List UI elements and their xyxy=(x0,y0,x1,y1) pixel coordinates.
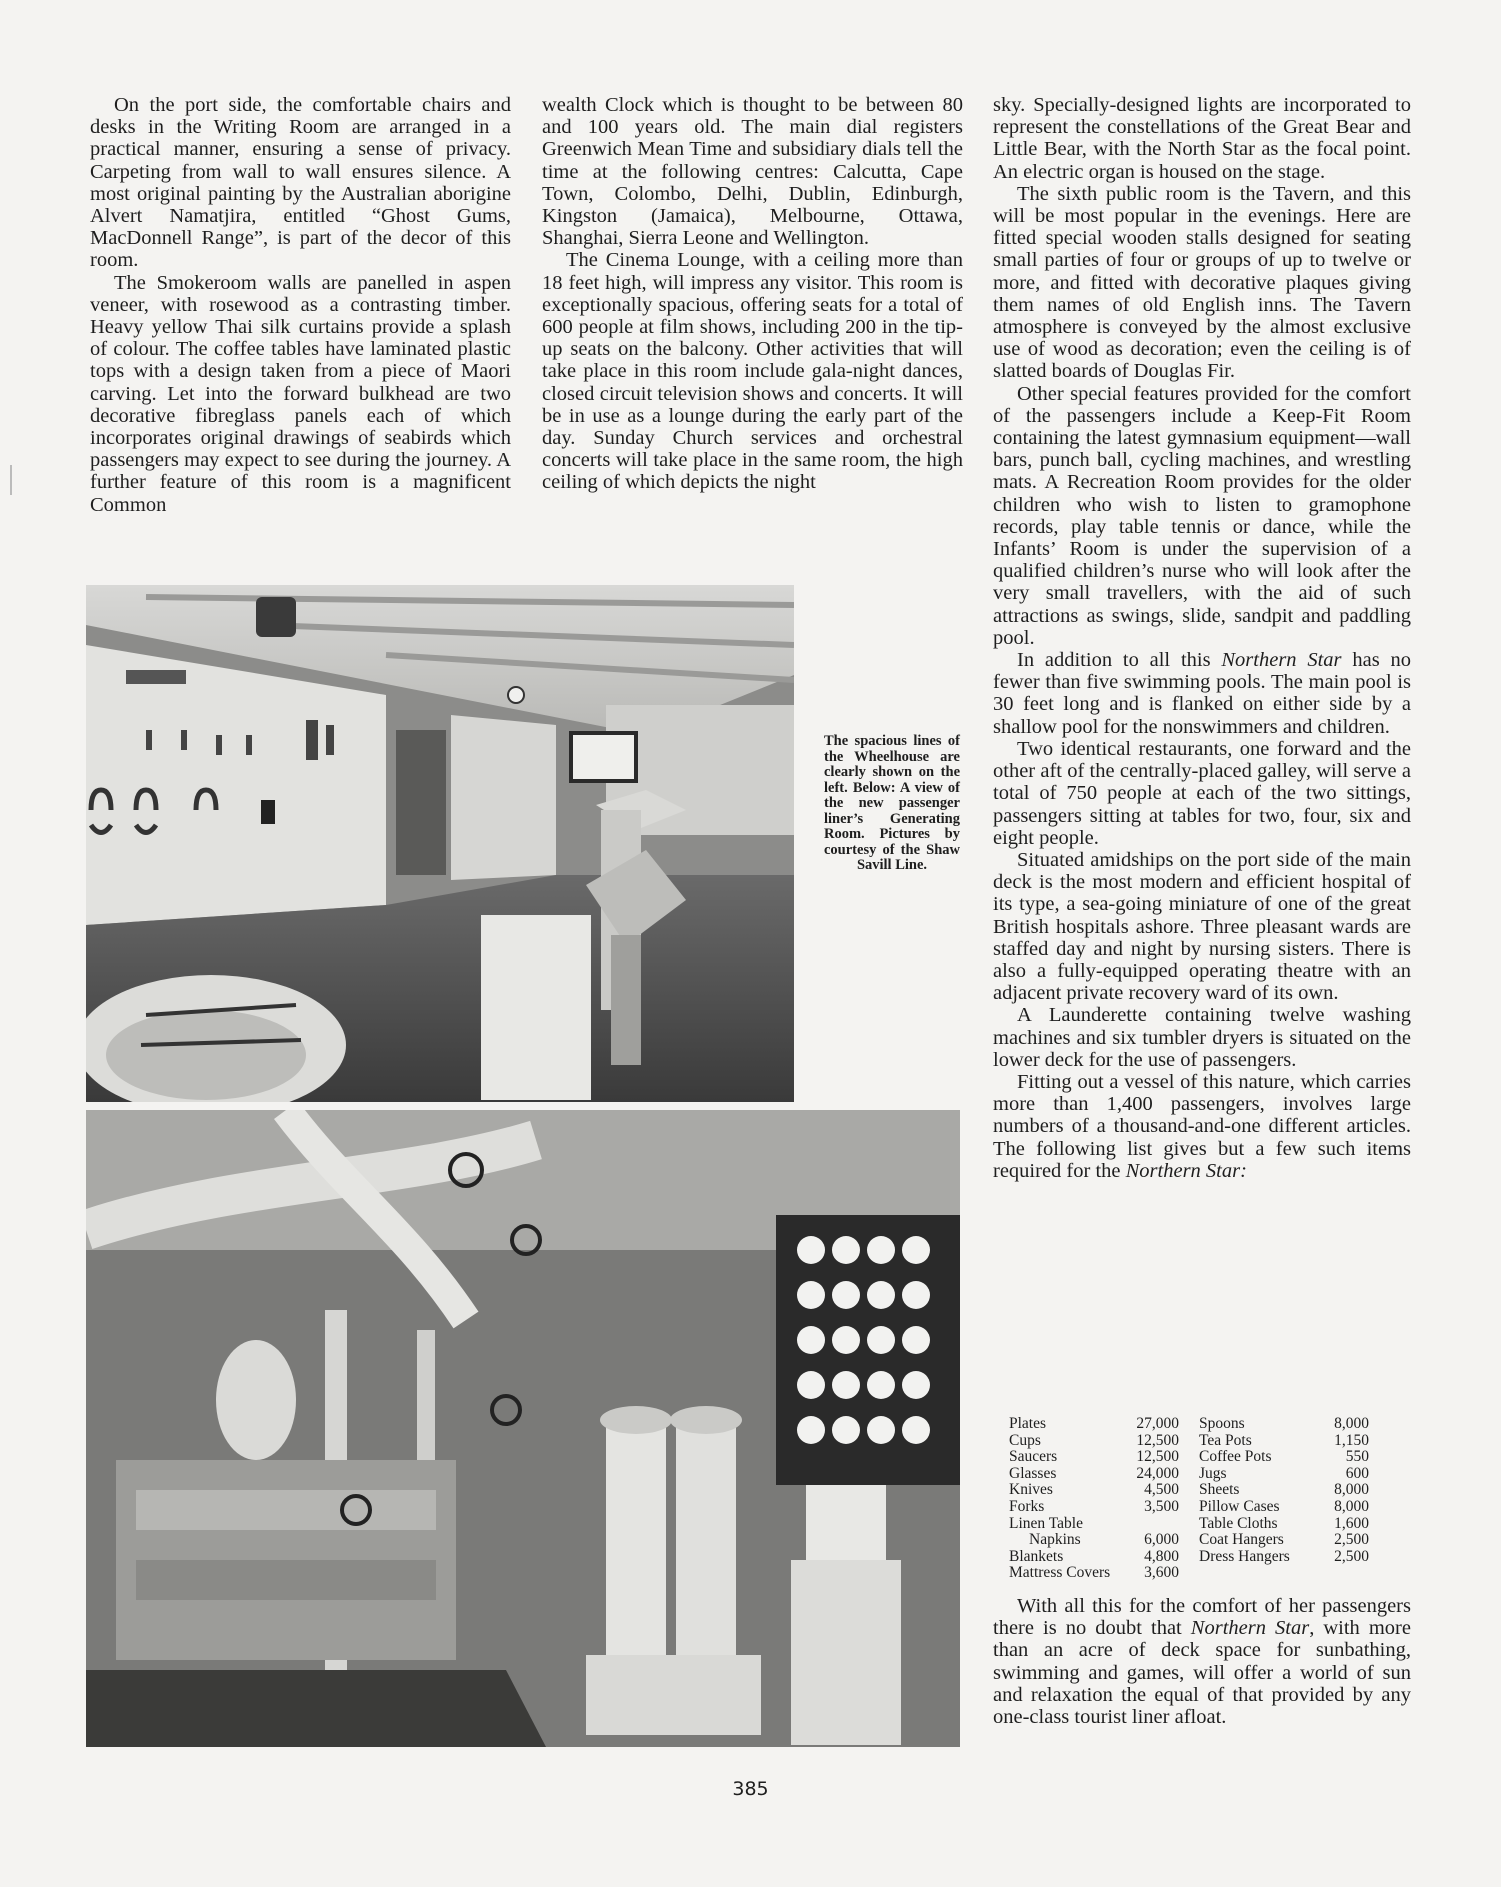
table-row xyxy=(1009,1482,1369,1499)
table-cell: 24,000 xyxy=(1136,1464,1179,1482)
paragraph xyxy=(993,649,1411,738)
table-cell xyxy=(1179,1532,1199,1549)
table-cell xyxy=(1179,1549,1199,1566)
table-cell: 1,600 xyxy=(1334,1514,1369,1532)
table-cell: 8,000 xyxy=(1334,1481,1369,1499)
table-cell xyxy=(1319,1565,1369,1582)
ship-name: Northern Star xyxy=(1221,649,1342,672)
table-cell: Glasses xyxy=(1009,1464,1057,1482)
paragraph: The Smokeroom walls are panelled in aspen veneer, with rosewood as a contrasting timber. Heavy yellow Thai silk curtains provide a splash of colour. The coffee tables have laminated plastic tops with a design taken from a piece of Maori carving. Let into the forward bulkhead are two decorative fibreglass panels each of which incorporates original drawings of seabirds which passengers may expect to see during the journey. A further feature of this room is a magnificent Common xyxy=(90,271,511,516)
table-cell xyxy=(1179,1565,1199,1582)
text-run: , with more than an acre of deck space for sunbathing, swimming and games, will offer a world of sun and relaxation the equal of that provided by any one-class tourist liner afloat. xyxy=(993,1617,1411,1729)
table-cell xyxy=(1179,1482,1199,1499)
table-cell: Forks xyxy=(1009,1497,1045,1515)
text-column-3-end xyxy=(993,1595,1411,1728)
items-table xyxy=(1009,1416,1369,1582)
ship-name: Northern Star xyxy=(1190,1617,1310,1640)
table-cell: 600 xyxy=(1345,1464,1369,1482)
table-row xyxy=(1009,1449,1369,1466)
wheelhouse-photo xyxy=(86,585,794,1102)
text-run: has no fewer than five swimming pools. The main pool is 30 feet long and is flanked on either side by a shallow pool for the nonswimmers and children. xyxy=(993,649,1411,738)
table-row xyxy=(1009,1516,1369,1533)
table-cell: Coat Hangers xyxy=(1199,1531,1284,1549)
table-cell: Mattress Covers xyxy=(1009,1564,1111,1582)
table-cell xyxy=(1179,1466,1199,1483)
table-cell xyxy=(1179,1433,1199,1450)
table-row xyxy=(1009,1499,1369,1516)
table-cell xyxy=(1199,1565,1319,1582)
table-cell: Cups xyxy=(1009,1431,1041,1449)
table-cell: Coffee Pots xyxy=(1199,1448,1272,1466)
text-column-2 xyxy=(542,94,963,494)
paragraph: A Launderette containing twelve washing machines and six tumbler dryers is situated on the lower deck for the use of passengers. xyxy=(993,1004,1411,1071)
table-cell: Table Cloths xyxy=(1199,1514,1278,1532)
table-cell: Blankets xyxy=(1009,1547,1064,1565)
table-cell xyxy=(1179,1416,1199,1433)
table-cell: 4,500 xyxy=(1144,1481,1179,1499)
generating-room-photo xyxy=(86,1110,960,1747)
table-cell: 2,500 xyxy=(1334,1547,1369,1565)
indented-text: Napkins xyxy=(1029,1531,1081,1549)
paragraph: On the port side, the comfortable chairs and desks in the Writing Room are arranged in a practical manner, ensuring a sense of privacy. Carpeting from wall to wall ensures silence. A most original painting by the Australian aborigine Alvert Namatjira, entitled “Ghost Gums, MacDonnell Range”, is part of the decor of this room. xyxy=(90,94,511,272)
table-cell xyxy=(1009,1532,1129,1549)
photo-caption: The spacious lines of the Wheelhouse are clearly shown on the left. Below: A view of the new passenger liner’s Generating Room. Pictures by courtesy of the Shaw Savill Line. xyxy=(824,733,960,873)
table-cell: Tea Pots xyxy=(1199,1431,1252,1449)
text-column-1 xyxy=(90,94,511,516)
paragraph: Other special features provided for the comfort of the passengers include a Keep-Fit Room containing the latest gymnasium equipment—wall bars, punch ball, cycling machines, and wrestling mats. A Recreation Room provides for the older children who wish to listen to gramophone records, play table tennis or dance, while the Infants’ Room is under the supervision of a qualified children’s nurse who will look after the very small travellers, with the aid of such attractions as swings, slide, sandpit and paddling pool. xyxy=(993,382,1411,649)
table-cell: 1,150 xyxy=(1334,1431,1369,1449)
table-cell: 8,000 xyxy=(1334,1415,1369,1432)
table-cell xyxy=(1129,1516,1179,1533)
table-cell: 4,800 xyxy=(1144,1547,1179,1565)
table-cell: Sheets xyxy=(1199,1481,1240,1499)
table-cell xyxy=(1179,1499,1199,1516)
table-row xyxy=(1009,1565,1369,1582)
table-row xyxy=(1009,1532,1369,1549)
table-cell: 12,500 xyxy=(1136,1431,1179,1449)
table-row xyxy=(1009,1466,1369,1483)
table-cell: 2,500 xyxy=(1334,1531,1369,1549)
paragraph: wealth Clock which is thought to be between 80 and 100 years old. The main dial registers Greenwich Mean Time and subsidiary dials tell the time at the following centres: Calcutta, Cape Town, Colombo, Delhi, Dublin, Edinburgh, Kingston (Jamaica), Melbourne, Ottawa, Shanghai, Sierra Leone and Wellington. xyxy=(542,94,963,250)
paragraph: Two identical restaurants, one forward and the other aft of the centrally-placed galley, will serve a total of 750 people at each of the two sittings, passengers sitting at tables for two, four, six and eight people. xyxy=(993,737,1411,849)
paragraph xyxy=(993,1595,1411,1728)
table-cell: 27,000 xyxy=(1136,1415,1179,1432)
table-cell: Pillow Cases xyxy=(1199,1497,1280,1515)
paragraph xyxy=(993,1071,1411,1182)
table-cell: Plates xyxy=(1009,1415,1047,1432)
table-cell: 3,500 xyxy=(1144,1497,1179,1515)
table-cell xyxy=(1179,1516,1199,1533)
text-run: In addition to all this xyxy=(1017,649,1222,672)
table-cell: Dress Hangers xyxy=(1199,1547,1290,1565)
text-run: With all this for the comfort of her passengers there is no doubt that xyxy=(993,1595,1411,1640)
paragraph: The sixth public room is the Tavern, and this will be most popular in the evenings. Here are fitted special wooden stalls designed for seating small parties of four or groups of up to twelve or more, and fitted with decorative plaques giving them names of old English inns. The Tavern atmosphere is conveyed by the almost exclusive use of wood as decoration; even the ceiling is of slatted boards of Douglas Fir. xyxy=(993,182,1411,383)
table-cell: 3,600 xyxy=(1144,1564,1179,1582)
margin-mark xyxy=(10,465,12,495)
page-number: 385 xyxy=(732,1778,769,1800)
table-cell: Spoons xyxy=(1199,1415,1245,1432)
table-row xyxy=(1009,1416,1369,1433)
table-cell: 6,000 xyxy=(1144,1531,1179,1549)
text-column-3 xyxy=(993,94,1411,1182)
table-cell: Linen Table xyxy=(1009,1514,1083,1532)
ship-name: Northern Star: xyxy=(1125,1159,1247,1182)
table-cell: Jugs xyxy=(1199,1464,1227,1482)
paragraph: The Cinema Lounge, with a ceiling more than 18 feet high, will impress any visitor. This room is exceptionally spacious, offering seats for a total of 600 people at film shows, including 200 in the tip-up seats on the balcony. Other activities that will take place in this room include gala-night dances, closed circuit television shows and concerts. It will be in use as a lounge during the early part of the day. Sunday Church services and orchestral concerts will take place in the same room, the high ceiling of which depicts the night xyxy=(542,249,963,494)
table-cell: Knives xyxy=(1009,1481,1053,1499)
table-row xyxy=(1009,1549,1369,1566)
table-row xyxy=(1009,1433,1369,1450)
paragraph: sky. Specially-designed lights are incorporated to represent the constellations of the Great Bear and Little Bear, with the North Star as the focal point. An electric organ is housed on the stage. xyxy=(993,94,1411,183)
table-cell: 8,000 xyxy=(1334,1497,1369,1515)
table-cell: 550 xyxy=(1345,1448,1369,1466)
table-cell: Saucers xyxy=(1009,1448,1058,1466)
paragraph: Situated amidships on the port side of the main deck is the most modern and efficient hospital of its type, a sea-going miniature of one of the great British hospitals ashore. Three pleasant wards are staffed day and night by nursing sisters. There is also a fully-equipped operating theatre with an adjacent private recovery ward of its own. xyxy=(993,848,1411,1005)
table-cell: 12,500 xyxy=(1136,1448,1179,1466)
table-cell xyxy=(1179,1449,1199,1466)
text-run: Fitting out a vessel of this nature, which carries more than 1,400 passengers, involves large numbers of a thousand-and-one different articles. The following list gives but a few such items required for the xyxy=(993,1070,1411,1182)
